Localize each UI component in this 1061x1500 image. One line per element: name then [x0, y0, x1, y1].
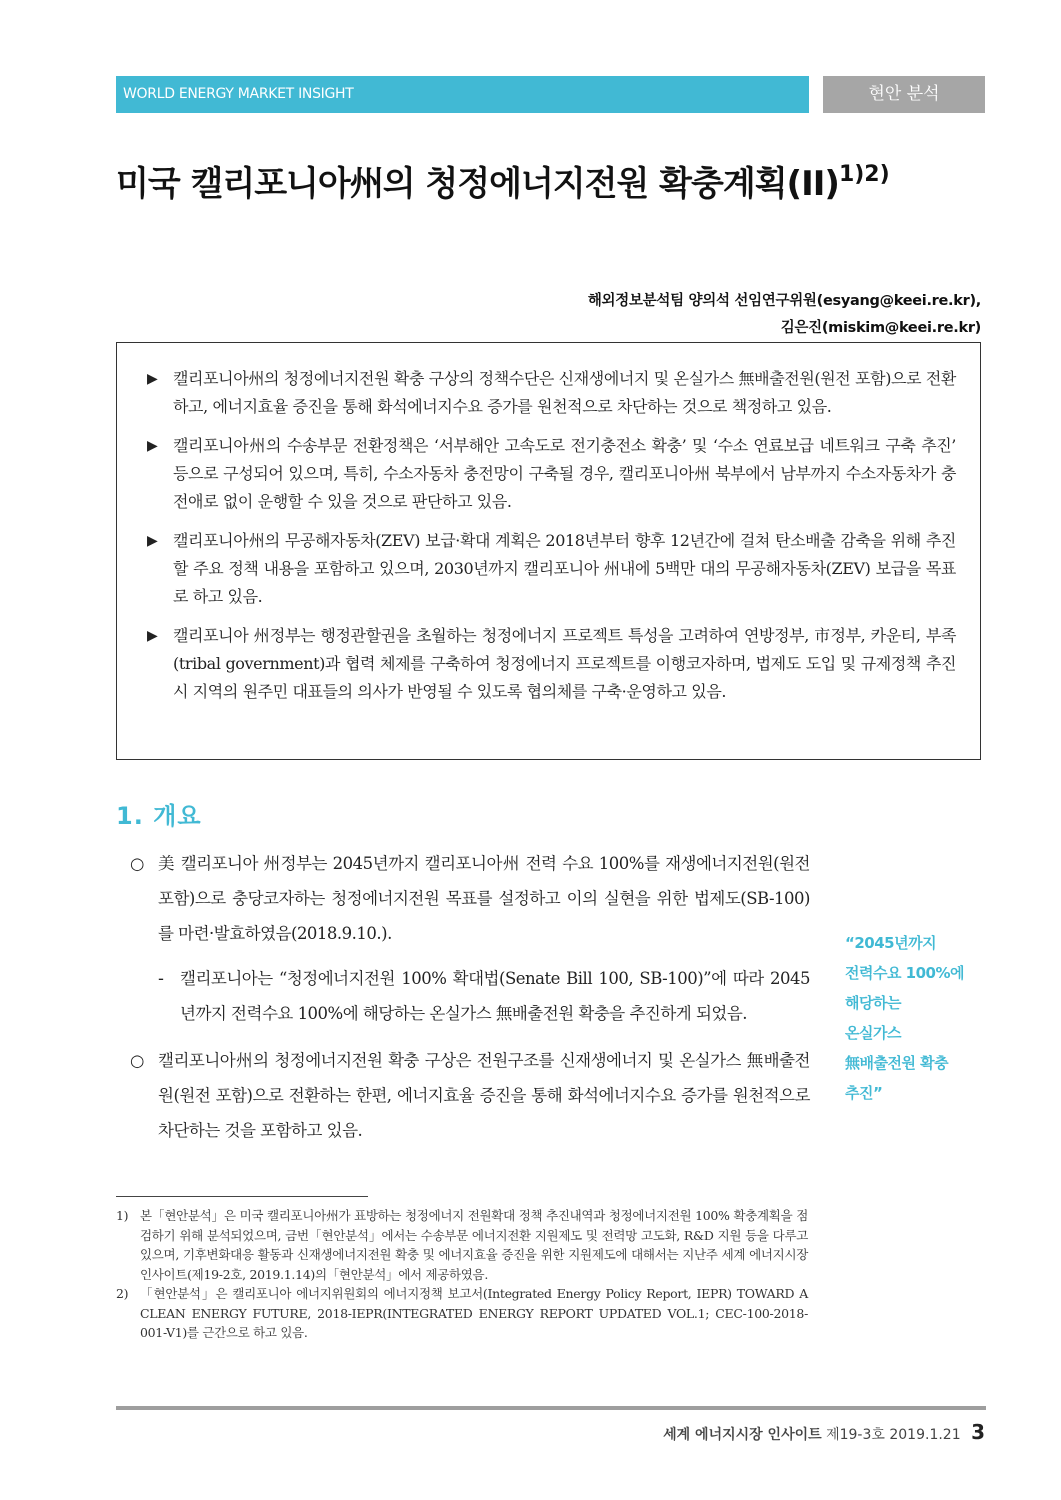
summary-item: [143, 622, 956, 706]
dash-bullet-icon: -: [158, 969, 164, 988]
footnote-divider: [116, 1196, 368, 1197]
footnotes: [116, 1206, 808, 1343]
pull-quote-line: 전력수요 100%에: [845, 964, 965, 982]
footnote-number: 1): [116, 1208, 129, 1223]
circle-bullet-icon: ○: [130, 1051, 144, 1070]
pull-quote: [845, 928, 985, 1108]
body-subparagraph: [130, 961, 810, 1031]
summary-item: [143, 432, 956, 516]
summary-item-text: 캘리포니아州의 무공해자동차(ZEV) 보급·확대 계획은 2018년부터 향후 12년간에 걸쳐 탄소배출 감축을 위해 추진할 주요 정책 내용을 포함하고 있으며, 2030년까지 캘리포니아 州내에 5백만 대의 무공해자동차(ZEV) 보급을 목표로 하고 있음.: [173, 531, 956, 606]
body-paragraph: [130, 846, 810, 951]
title-footnote-refs: 1)2): [838, 162, 890, 187]
series-banner: [116, 76, 809, 113]
triangle-bullet-icon: ▶: [147, 533, 158, 549]
page-footer: [663, 1420, 985, 1444]
author-block: [281, 288, 981, 342]
footnote-text: 본「현안분석」은 미국 캘리포니아州가 표방하는 청정에너지 전원확대 정책 추진내역과 청정에너지전원 100% 확충계획을 점검하기 위해 분석되었으며, 금번「현안분석」에서는 수송부문 에너지전환 지원제도 및 전력망 고도화, R&D 지원 등을 다루고 있으며, 기후변화대응 활동과 신재생에너지전원 확충 및 에너지효율 증진을 위한 지원제도에 대해서는 지난주 세계 에너지시장 인사이트(제19-2호, 2019.1.14)의「현안분석」에서 제공하였음.: [140, 1208, 808, 1282]
pull-quote-line: 온실가스: [845, 1024, 901, 1042]
section-heading: 1. 개요: [116, 802, 202, 830]
pull-quote-line: 추진”: [845, 1084, 883, 1102]
pull-quote-line: 해당하는: [845, 994, 901, 1012]
summary-item-text: 캘리포니아州의 수송부문 전환정책은 ‘서부해안 고속도로 전기충전소 확충’ 및 ‘수소 연료보급 네트워크 구축 추진’ 등으로 구성되어 있으며, 특히, 수소자동차 충전망이 구축될 경우, 캘리포니아州 북부에서 남부까지 수소자동차가 충전애로 없이 운행할 수 있을 것으로 판단하고 있음.: [173, 436, 956, 511]
pull-quote-line: 無배출전원 확충: [845, 1054, 949, 1072]
summary-item-text: 캘리포니아州의 청정에너지전원 확충 구상의 정책수단은 신재생에너지 및 온실가스 無배출전원(원전 포함)으로 전환하고, 에너지효율 증진을 통해 화석에너지수요 증가를 원천적으로 차단하는 것으로 책정하고 있음.: [173, 369, 956, 416]
triangle-bullet-icon: ▶: [147, 371, 158, 387]
triangle-bullet-icon: ▶: [147, 628, 158, 644]
subparagraph-text: 캘리포니아는 “청정에너지전원 100% 확대법(Senate Bill 100, SB-100)”에 따라 2045년까지 전력수요 100%에 해당하는 온실가스 無배출전원 확충을 추진하게 되었음.: [180, 969, 810, 1023]
circle-bullet-icon: ○: [130, 854, 144, 873]
section-tag: [823, 76, 985, 113]
summary-item-text: 캘리포니아 州정부는 행정관할권을 초월하는 청정에너지 프로젝트 특성을 고려하여 연방정부, 市정부, 카운티, 부족(tribal government)과 협력 체제를 구축하여 청정에너지 프로젝트를 이행코자하며, 법제도 도입 및 규제정책 추진 시 지역의 원주민 대표들의 의사가 반영될 수 있도록 협의체를 구축·운영하고 있음.: [173, 626, 956, 701]
page-number: 3: [971, 1420, 985, 1444]
summary-item: [143, 527, 956, 611]
paragraph-text: 美 캘리포니아 州정부는 2045년까지 캘리포니아州 전력 수요 100%를 재생에너지전원(원전 포함)으로 충당코자하는 청정에너지전원 목표를 설정하고 이의 실현을 위한 법제도(SB-100)를 마련·발효하였음(2018.9.10.).: [158, 854, 810, 943]
publication-name: 세계 에너지시장 인사이트: [663, 1427, 822, 1443]
section-tag-label: 현안 분석: [868, 84, 940, 104]
body-paragraph: [130, 1043, 810, 1148]
summary-item: [143, 365, 956, 421]
footnote: [116, 1206, 808, 1284]
footer-divider: [116, 1406, 986, 1410]
author-line-1: 해외정보분석팀 양의석 선임연구위원(esyang@keei.re.kr),: [587, 293, 981, 309]
pull-quote-line: “2045년까지: [845, 934, 937, 952]
issue-info: 제19-3호 2019.1.21: [826, 1427, 961, 1443]
footnote: [116, 1284, 808, 1343]
page-title-text: 미국 캘리포니아州의 청정에너지전원 확충계획(II): [116, 164, 839, 204]
series-title: WORLD ENERGY MARKET INSIGHT: [123, 86, 354, 102]
paragraph-text: 캘리포니아州의 청정에너지전원 확충 구상은 전원구조를 신재생에너지 및 온실가스 無배출전원(원전 포함)으로 전환하는 한편, 에너지효율 증진을 통해 화석에너지수요 증가를 원천적으로 차단하는 것을 포함하고 있음.: [158, 1051, 810, 1140]
author-line-2: 김은진(miskim@keei.re.kr): [780, 320, 981, 336]
footnote-text: 「현안분석」은 캘리포니아 에너지위원회의 에너지정책 보고서(Integrated Energy Policy Report, IEPR) TOWARD A CLEAN ENERGY FUTURE, 2018-IEPR(INTEGRATED ENERGY REPORT UPDATED VOL.1; CEC-100-2018-001-V1)를 근간으로 하고 있음.: [140, 1286, 808, 1340]
footnote-number: 2): [116, 1286, 129, 1301]
page-title: [116, 150, 1016, 209]
triangle-bullet-icon: ▶: [147, 438, 158, 454]
summary-box: [116, 342, 981, 760]
section-body: [130, 846, 810, 1158]
